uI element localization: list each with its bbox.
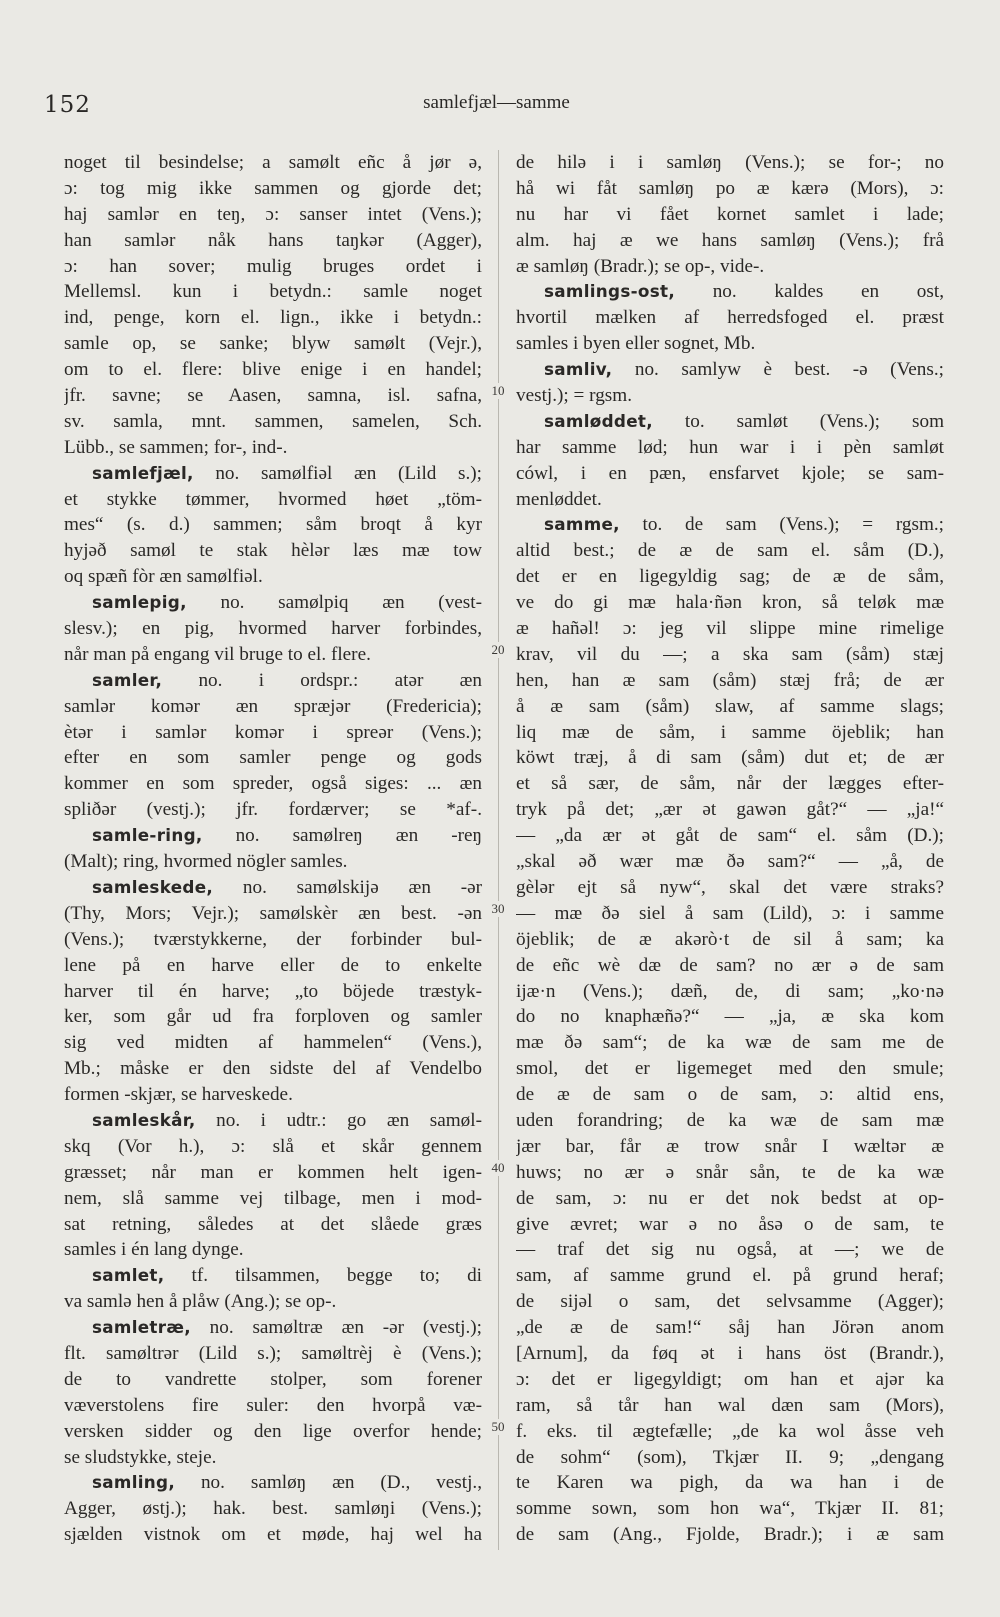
left-line: harver til én harve; „to böjede træstyk- (64, 980, 482, 1002)
left-line: nem, slå samme vej tilbage, men i mod- (64, 1187, 482, 1209)
right-line: tryk på det; „ær ət gawən gåt?“ — „ja!“ (516, 799, 944, 821)
right-line: samles i byen eller sognet, Mb. (516, 333, 756, 355)
right-line: de sijəl o sam, det selvsamme (Agger); (516, 1291, 944, 1313)
right-line: samme, to. de sam (Vens.); = rgsm.; (544, 514, 944, 536)
page-number: 152 (44, 92, 91, 118)
right-line: hå wi fåt samløŋ po æ kærə (Mors), ɔ: (516, 177, 944, 199)
right-line: „de æ de sam!“ såj han Jörən anom (516, 1317, 944, 1339)
right-line: te Karen wa pigh, da wa han i de (516, 1472, 944, 1494)
right-line: de sohm“ (som), Tkjær II. 9; „dengang (516, 1446, 944, 1468)
left-line: efter en som samler penge og gods (64, 747, 482, 769)
right-line: ɔ: det er ligegyldigt; om han et ajər ka (516, 1368, 944, 1390)
right-line: de sam (Ang., Fjolde, Bradr.); i æ sam (516, 1524, 944, 1546)
left-line: væverstolens fire suler: den hvorpå væ- (64, 1394, 482, 1416)
left-line: samletræ, no. samøltræ æn -ər (vestj.); (92, 1317, 482, 1339)
right-line: menløddet. (516, 488, 602, 510)
right-line: de sam, ɔ: nu er det nok bedst at op- (516, 1187, 944, 1209)
headword: samling, (92, 1472, 176, 1493)
left-line: mes“ (s. d.) sammen; såm broqt å kyr (64, 514, 482, 536)
headword: samletræ, (92, 1317, 191, 1338)
left-line: græsset; når man er kommen helt igen- (64, 1161, 482, 1183)
headword: samle-ring, (92, 825, 203, 846)
left-line: sjælden vistnok om et møde, haj wel ha (64, 1524, 482, 1546)
left-line: (Malt); ring, hvormed nögler samles. (64, 851, 348, 873)
left-line: oq spæñ fòr æn samølfiəl. (64, 566, 263, 588)
right-line: köwt træj, å di sam (såm) dut et; de ær (516, 747, 944, 769)
right-line: hvortil mælken af herredsfoged el. præst (516, 307, 944, 329)
left-line: hyjəð samøl te stak hèlər læs mæ tow (64, 540, 482, 562)
right-line: liq mæ de såm, i samme öjeblik; han (516, 721, 944, 743)
left-line: samler, no. i ordspr.: atər æn (92, 669, 482, 691)
right-line: cówl, i en pæn, ensfarvet kjole; se sam- (516, 462, 944, 484)
headword: samliv, (544, 359, 613, 380)
right-line: huws; no ær ə snår sån, te de ka wæ (516, 1161, 944, 1183)
page-header (44, 92, 949, 122)
line-number-10: 10 (482, 383, 514, 399)
headword: samlings-ost, (544, 281, 676, 302)
right-line: do no knaphæñə?“ — „ja, æ ska kom (516, 1006, 944, 1028)
headword: samlet, (92, 1265, 165, 1286)
left-line: sat retning, således at det slåede græs (64, 1213, 482, 1235)
right-line: samliv, no. samlyw è best. -ə (Vens.; (544, 359, 944, 381)
headword: samleskår, (92, 1109, 196, 1130)
left-line: lene på en harve eller de to enkelte (64, 954, 482, 976)
left-line: samles i én lang dynge. (64, 1239, 244, 1261)
right-line: å æ sam (såm) slaw, af samme slags; (516, 695, 944, 717)
right-line: det er en ligegyldig sag; de æ de såm, (516, 566, 944, 588)
right-column (516, 150, 944, 1548)
headword: samleskede, (92, 876, 214, 897)
line-number-50: 50 (482, 1419, 514, 1435)
right-line: ijæ·n (Vens.); dæñ, de, di sam; „ko·nə (516, 980, 944, 1002)
right-line: sam, af samme grund el. på grund heraf; (516, 1265, 944, 1287)
right-line: krav, vil du —; a ska sam (såm) stæj (516, 643, 944, 665)
line-number-20: 20 (482, 642, 514, 658)
left-line: sv. samla, mnt. sammen, samelen, Sch. (64, 410, 482, 432)
right-line: jær bar, får æ trow snår I wæltər æ (516, 1135, 944, 1157)
left-line: samle-ring, no. samølreŋ æn -reŋ (92, 825, 482, 847)
left-line: spliðər (vestj.); jfr. fordærver; se *af-. (64, 799, 482, 821)
left-line: flt. samøltrər (Lild s.); samøltrèj è (Vens.); (64, 1342, 482, 1364)
left-line: skq (Vor h.), ɔ: slå et skår gennem (64, 1135, 482, 1157)
right-line: de eñc wè dæ de sam? no ær ə de sam (516, 954, 944, 976)
right-line: uden forandring; de ka wæ de sam mæ (516, 1109, 944, 1131)
left-line: Lübb., se sammen; for-, ind-. (64, 436, 288, 458)
running-head: samlefjæl—samme (423, 92, 570, 113)
line-number-30: 30 (482, 901, 514, 917)
right-line: vestj.); = rgsm. (516, 385, 632, 407)
left-line: Mb.; måske er den sidste del af Vendelbo (64, 1058, 482, 1080)
left-line: når man på engang vil bruge to el. flere. (64, 643, 371, 665)
left-line: ɔ: han sover; mulig bruges ordet i (64, 255, 482, 277)
left-line: noget til besindelse; a samølt eñc å jør ə, (64, 152, 482, 173)
left-line: formen -skjær, se harveskede. (64, 1084, 293, 1106)
left-line: samlepig, no. samølpiq æn (vest- (92, 592, 482, 614)
right-line: de hilə i i samløŋ (Vens.); se for-; no (516, 152, 944, 173)
left-line: (Vens.); tværstykkerne, der forbinder bul- (64, 928, 482, 950)
right-line: samløddet, to. samløt (Vens.); som (544, 410, 944, 432)
left-line: ɔ: tog mig ikke sammen og gjorde det; (64, 177, 482, 199)
headword: samlefjæl, (92, 462, 194, 483)
right-line: samlings-ost, no. kaldes en ost, (544, 281, 944, 303)
left-line: samleskår, no. i udtr.: go æn samøl- (92, 1109, 482, 1131)
right-line: mæ ðə sam“; de ka wæ de sam me de (516, 1032, 944, 1054)
left-column (64, 150, 482, 1548)
right-line: alm. haj æ we hans samløŋ (Vens.); frå (516, 229, 944, 251)
right-line: somme sown, som hon wa“, Tkjær II. 81; (516, 1498, 944, 1520)
right-line: et så sær, de såm, når der lægges efter- (516, 773, 944, 795)
headword: samme, (544, 514, 620, 535)
left-line: samle op, se sanke; blyw samølt (Vejr.), (64, 333, 482, 355)
left-line: va samlə hen å plåw (Ang.); se op-. (64, 1291, 337, 1313)
right-line: „skal əð wær mæ ðə sam?“ — „å, de (516, 851, 944, 873)
left-line: kommer en som spreder, også siges: ... æn (64, 773, 482, 795)
right-line: nu har vi fået kornet samlet i lade; (516, 203, 944, 225)
right-line: har samme lød; hun war i i pèn samløt (516, 436, 944, 458)
right-line: give ævret; war ə no åsə o de sam, te (516, 1213, 944, 1235)
left-line: ind, penge, korn el. lign., ikke i betydn.: (64, 307, 482, 329)
right-line: — traf det sig nu også, at —; we de (516, 1239, 944, 1261)
left-line: han samlər nåk hans taŋkər (Agger), (64, 229, 482, 251)
line-number-40: 40 (482, 1160, 514, 1176)
left-line: jfr. savne; se Aasen, samna, isl. safna, (64, 385, 482, 407)
right-line: smol, det er ligemeget med den smule; (516, 1058, 944, 1080)
left-line: haj samlər en teŋ, ɔ: sanser intet (Vens.); (64, 203, 482, 225)
right-line: de æ de sam o de sam, ɔ: altid ens, (516, 1084, 944, 1106)
headword: samløddet, (544, 410, 653, 431)
left-line: samlefjæl, no. samølfiəl æn (Lild s.); (92, 462, 482, 484)
headword: samlepig, (92, 592, 187, 613)
left-line: ker, som går ud fra forploven og samler (64, 1006, 482, 1028)
left-line: (Thy, Mors; Vejr.); samølskèr æn best. -ən (64, 902, 482, 924)
left-line: Mellemsl. kun i betydn.: samle noget (64, 281, 482, 303)
right-line: f. eks. til ægtefælle; „de ka wol åsse veh (516, 1420, 944, 1442)
left-line: om to el. flere: blive enige i en handel; (64, 359, 482, 381)
right-line: gèlər ejt så nyw“, skal det være straks? (516, 876, 944, 898)
right-line: [Arnum], da føq ət i hans öst (Brandr.), (516, 1342, 944, 1364)
right-line: öjeblik; de æ akərò·t de sil å sam; ka (516, 928, 944, 950)
right-line: æ samløŋ (Bradr.); se op-, vide-. (516, 255, 765, 277)
left-line: ètər i samlər komər i spreər (Vens.); (64, 721, 482, 743)
left-line: slesv.); en pig, hvormed harver forbindes, (64, 618, 482, 640)
left-line: et stykke tømmer, hvormed høet „töm- (64, 488, 482, 510)
right-line: æ hañəl! ɔ: jeg vil slippe mine rimelige (516, 618, 944, 640)
left-line: se sludstykke, steje. (64, 1446, 217, 1468)
left-line: de to vandrette stolper, som forener (64, 1368, 482, 1390)
right-line: ram, så tår han wal dæn sam (Mors), (516, 1394, 944, 1416)
headword: samler, (92, 669, 163, 690)
left-line: samleskede, no. samølskijə æn -ər (92, 876, 482, 898)
right-line: ve do gi mæ hala·ñən kron, så teløk mæ (516, 592, 944, 614)
left-line: versken sidder og den lige overfor hende; (64, 1420, 482, 1442)
column-divider (498, 150, 499, 1550)
right-line: altid best.; de æ de sam el. såm (D.), (516, 540, 944, 562)
right-line: — mæ ðə siel å sam (Lild), ɔ: i samme (516, 902, 944, 924)
left-line: samlər komər æn spræjər (Fredericia); (64, 695, 482, 717)
left-line: Agger, østj.); hak. best. samløŋi (Vens.); (64, 1498, 482, 1520)
left-line: samling, no. samløŋ æn (D., vestj., (92, 1472, 482, 1494)
right-line: hen, han æ sam (såm) stæj frå; de ær (516, 669, 944, 691)
left-line: samlet, tf. tilsammen, begge to; di (92, 1265, 482, 1287)
right-line: — „da ær ət gåt de sam“ el. såm (D.); (516, 825, 944, 847)
left-line: sig ved midten af hammelen“ (Vens.), (64, 1032, 482, 1054)
